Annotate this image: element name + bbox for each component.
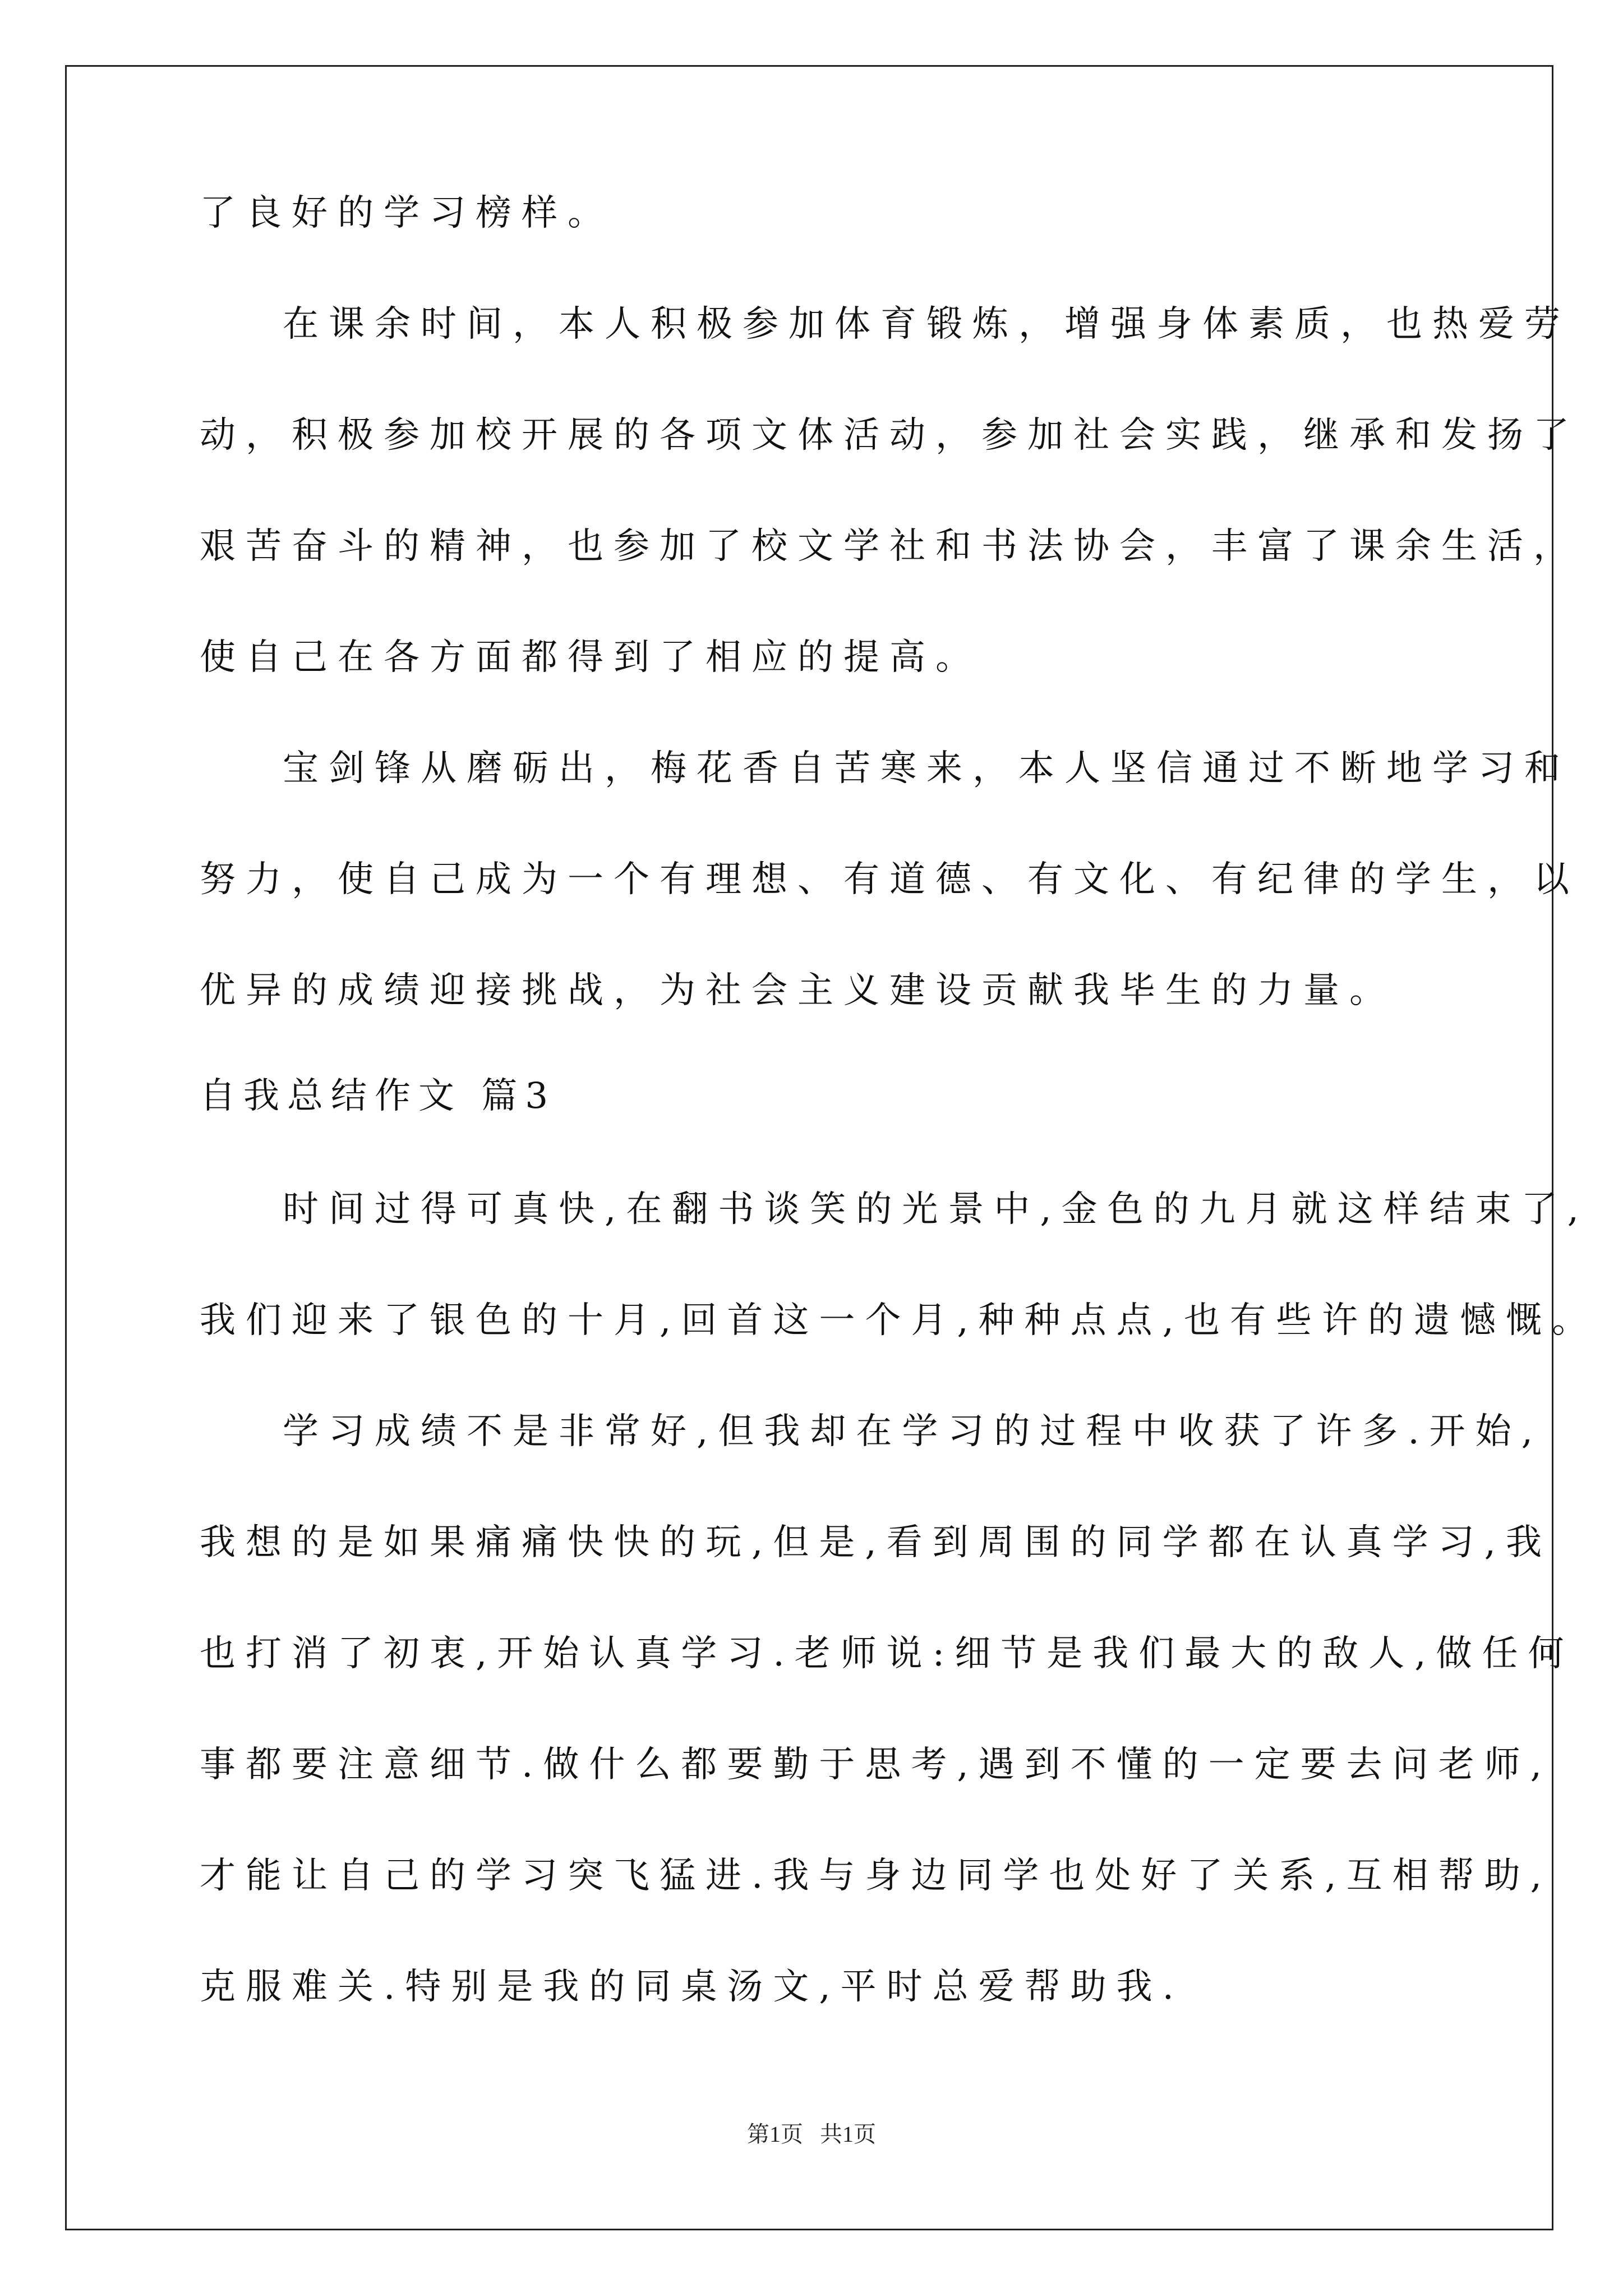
text-line: 才能让自己的学习突飞猛进.我与身边同学也处好了关系,互相帮助, — [200, 1855, 1552, 1897]
text-line: 学习成绩不是非常好,但我却在学习的过程中收获了许多.开始, — [283, 1411, 1543, 1452]
text-line: 事都要注意细节.做什么都要勤于思考,遇到不懂的一定要去问老师, — [200, 1744, 1552, 1786]
text-line: 艰苦奋斗的精神，也参加了校文学社和书法协会，丰富了课余生活， — [200, 526, 1579, 567]
text-line: 宝剑锋从磨砺出，梅花香自苦寒来，本人坚信通过不断地学习和 — [283, 748, 1570, 789]
page-total: 共1页 — [820, 2122, 876, 2147]
text-line: 优异的成绩迎接挑战，为社会主义建设贡献我毕生的力量。 — [200, 970, 1395, 1011]
text-line: 动，积极参加校开展的各项文体活动，参加社会实践，继承和发扬了 — [200, 415, 1579, 456]
text-line: 时间过得可真快,在翻书谈笑的光景中,金色的九月就这样结束了, — [283, 1189, 1589, 1230]
text-line: 克服难关.特别是我的同桌汤文,平时总爱帮助我. — [200, 1966, 1184, 2008]
text-line: 努力，使自己成为一个有理想、有道德、有文化、有纪律的学生，以 — [200, 859, 1579, 900]
page-footer — [0, 2120, 1623, 2148]
text-line: 我想的是如果痛痛快快的玩,但是,看到周围的同学都在认真学习,我 — [200, 1522, 1552, 1563]
text-line: 也打消了初衷,开始认真学习.老师说:细节是我们最大的敌人,做任何 — [200, 1633, 1574, 1674]
text-line: 使自己在各方面都得到了相应的提高。 — [200, 637, 981, 678]
text-line: 我们迎来了银色的十月,回首这一个月,种种点点,也有些许的遗憾慨。 — [200, 1300, 1598, 1341]
page-number: 第1页 — [747, 2122, 803, 2147]
text-line: 在课余时间，本人积极参加体育锻炼，增强身体素质，也热爱劳 — [283, 303, 1570, 345]
text-line: 了良好的学习榜样。 — [200, 192, 614, 234]
page-border — [65, 65, 1553, 2230]
section-heading: 自我总结作文 篇3 — [200, 1075, 556, 1117]
